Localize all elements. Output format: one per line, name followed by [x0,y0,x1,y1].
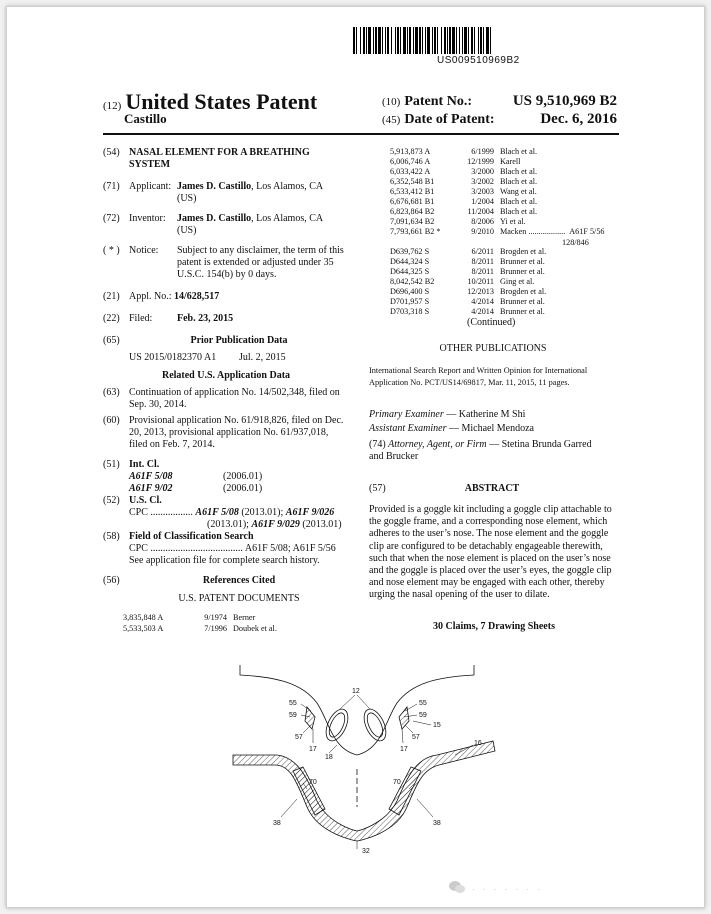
patent-number-label: Patent No.: [404,94,472,109]
provisional-line: 20, 2013, provisional application No. 61/937,018, [129,427,329,438]
applicant-location: , Los Alamos, CA [251,181,324,192]
code-notice: ( * ) [103,245,120,256]
reference-date: 12/2013 [467,287,494,296]
label-15: 15 [433,722,441,729]
barcode-bar [491,27,493,54]
reference-name: Blach et al. [500,147,538,156]
label-59: 59 [419,712,427,719]
reference-date: 3/2000 [471,167,494,176]
reference-no: D696,400 S [390,287,430,296]
reference-name: Blach et al. [500,197,538,206]
abstract-title: ABSTRACT [464,483,520,494]
inventor-label: Inventor: [129,213,166,224]
notice-line: patent is extended or adjusted under 35 [177,257,334,268]
us-cl-date: (2013.01); [207,519,252,530]
code-22: (22) [103,313,120,324]
code-10: (10) [382,96,401,108]
applicant-value [177,181,323,193]
reference-no: 7,793,661 B2 * [390,227,441,236]
reference-row [123,613,255,623]
claims-count: 30 Claims, 7 Drawing Sheets [433,621,555,632]
attorney-name-cont: and Brucker [369,451,419,462]
reference-date: 11/2004 [467,207,494,216]
reference-row [390,157,520,167]
reference-class: A61F 5/56 [569,227,605,236]
reference-name: Brogden et al. [500,247,547,256]
us-cl-date: (2013.01); [238,507,286,518]
label-32: 32 [362,848,370,855]
applicant-label: Applicant: [129,181,172,192]
reference-date: 4/2014 [471,307,494,316]
code-71: (71) [103,181,120,192]
date-of-patent-row [382,111,617,128]
assistant-examiner-name: — Michael Mendoza [446,423,534,434]
continuation [129,387,351,411]
barcode-number: US009510969B2 [437,55,520,66]
us-cl-code: A61F 9/029 [251,519,300,530]
us-patent-documents-title: U.S. PATENT DOCUMENTS [178,593,300,604]
notice-line: U.S.C. 154(b) by 0 days. [177,269,277,280]
filed-date: Feb. 23, 2015 [177,313,234,324]
label-70: 70 [309,779,317,786]
chat-bubbles-icon [448,880,466,894]
nose-element-right [399,707,409,729]
reference-row [390,277,534,287]
nostril-left-inner [326,711,348,740]
code-21: (21) [103,291,120,302]
provisional-line: filed on Feb. 7, 2014. [129,439,215,450]
label-38: 38 [433,820,441,827]
inventor-value [177,213,323,225]
reference-row [390,267,545,277]
related-application-title: Related U.S. Application Data [161,370,291,381]
reference-no: 6,823,864 B2 [390,207,435,216]
filed-label: Filed: [129,313,153,324]
label-16: 16 [474,740,482,747]
appl-no-label: Appl. No.: [129,291,172,302]
code-74: (74) [369,439,386,450]
label-70: 70 [393,779,401,786]
label-55: 55 [419,700,427,707]
reference-date: 9/1974 [204,613,227,622]
code-57: (57) [369,483,386,494]
reference-name: Brunner et al. [500,267,545,276]
label-17: 17 [400,746,408,753]
nostril-right-inner [364,711,386,740]
reference-no: 5,913,873 A [390,147,431,156]
reference-no: 7,091,634 B2 [390,217,435,226]
header-rule [103,133,619,135]
invention-title: NASAL ELEMENT FOR A BREATHING SYSTEM [129,147,310,170]
abstract-line: such that when the nose element is placed on the user’s nose [369,552,611,564]
continuation-line: Continuation of application No. 14/502,348, filed on [129,387,340,398]
notice-label: Notice: [129,245,159,256]
us-cl-code: A61F 9/026 [285,507,335,518]
label-17: 17 [309,746,317,753]
notice-text [177,245,349,281]
code-52: (52) [103,495,120,506]
primary-examiner [369,409,525,421]
reference-name: Brunner et al. [500,257,545,266]
code-58: (58) [103,531,120,542]
reference-row [390,257,545,267]
assistant-examiner [369,423,534,435]
us-cl-code: A61F 5/08 [195,507,239,518]
reference-row [390,227,605,237]
assistant-examiner-label: Assistant Examiner [369,423,447,434]
patent-number: US 9,510,969 B2 [512,93,617,109]
inventor-short: Castillo [124,111,167,126]
abstract-line: and nose element may be engaged with each other, thereby [369,577,605,589]
code-65: (65) [103,335,120,346]
reference-no: 5,533,503 A [123,624,164,633]
provisional [129,415,351,451]
continuation-line: Sep. 30, 2014. [129,399,187,410]
abstract-line: and the goggle is placed over the user’s eyes, the goggle clip [369,565,612,577]
references-cited-title: References Cited [202,575,276,586]
abstract-line: Provided is a goggle kit including a goggle clip attachable to [369,504,612,515]
reference-no: 6,533,412 B1 [390,187,435,196]
reference-date: 4/2014 [471,297,494,306]
reference-date: 8/2011 [471,267,494,276]
reference-no: 6,676,681 B1 [390,197,435,206]
patent-page [6,6,705,908]
date-of-patent: Dec. 6, 2016 [540,111,617,127]
reference-date: 6/2011 [471,247,494,256]
reference-row [390,207,537,217]
reference-date: 3/2003 [471,187,494,196]
abstract-line: urging the nasal opening of the user to dilate. [369,589,550,601]
abstract-line: adheres to the user’s nose. The nose element and the goggle [369,528,609,540]
reference-name: Macken .................. [500,227,566,236]
applicant-country: (US) [177,193,197,204]
patent-number-row [382,93,617,110]
face-outline [240,665,474,755]
int-cl-code: A61F 5/08 [129,471,173,482]
reference-row [390,147,537,157]
reference-row [390,187,537,197]
reference-name: Blach et al. [500,177,538,186]
reference-date: 10/2011 [467,277,494,286]
reference-row [123,624,277,634]
reference-name: Blach et al. [500,167,538,176]
label-57: 57 [412,734,420,741]
us-cl-title: U.S. Cl. [129,495,162,506]
reference-no: 6,033,422 A [390,167,431,176]
label-18: 18 [325,754,333,761]
reference-name: Brunner et al. [500,307,545,316]
applicant-name: James D. Castillo [177,181,252,192]
int-cl-date: (2006.01) [223,483,263,494]
code-51: (51) [103,459,120,470]
reference-no: D644,325 S [390,267,430,276]
reference-date: 9/2010 [471,227,494,236]
int-cl-code: A61F 9/02 [129,483,173,494]
reference-date: 1/2004 [471,197,494,206]
int-cl-date: (2006.01) [223,471,263,482]
reference-no: D644,324 S [390,257,430,266]
code-45: (45) [382,114,401,126]
reference-row [390,197,537,207]
reference-row [390,177,537,187]
reference-name: Doubek et al. [233,624,277,633]
watermark-dots: · · · · · · · [472,885,543,894]
code-72: (72) [103,213,120,224]
inventor-country: (US) [177,225,197,236]
reference-date: 8/2011 [471,257,494,266]
reference-no: 6,352,548 B1 [390,177,435,186]
prior-publication-date: Jul. 2, 2015 [239,352,286,363]
reference-no: D703,318 S [390,307,430,316]
reference-class-continued: 128/846 [562,238,589,247]
other-publications-title: OTHER PUBLICATIONS [439,343,547,354]
prior-publication-number: US 2015/0182370 A1 [129,352,217,363]
us-cl-line [129,507,351,519]
primary-examiner-name: — Katherine M Shi [443,409,526,420]
reference-no: D701,957 S [390,297,430,306]
nostril-left [322,706,353,744]
reference-no: 3,835,848 A [123,613,164,622]
code-56: (56) [103,575,120,586]
date-of-patent-label: Date of Patent: [404,112,495,127]
label-55: 55 [289,700,297,707]
reference-no: D639,762 S [390,247,430,256]
reference-row [390,167,537,177]
abstract-line: the goggle frame, and a corresponding nose element, which [369,516,608,528]
other-publications-line: International Search Report and Written Opinion for International [369,366,588,375]
prior-publication-title: Prior Publication Data [190,335,288,346]
barcode [353,27,615,54]
attorney-name: — Stetina Brunda Garred [486,439,592,450]
code-12: (12) [103,100,122,112]
label-59: 59 [289,712,297,719]
reference-name: Ging et al. [500,277,535,286]
us-cl-line-2 [207,519,342,531]
reference-row [390,287,546,297]
inventor-name: James D. Castillo [177,213,252,224]
appl-no [129,291,219,303]
attorney-label: Attorney, Agent, or Firm [388,439,487,450]
patent-type-title: United States Patent [125,89,318,114]
code-63: (63) [103,387,120,398]
patent-drawing [207,659,507,857]
label-57: 57 [295,734,303,741]
provisional-line: Provisional application No. 61/918,826, filed on Dec. [129,415,344,426]
reference-no: 8,042,542 B2 [390,277,435,286]
reference-row [390,217,526,227]
primary-examiner-label: Primary Examiner [369,409,444,420]
abstract-line: clip are configured to be detachably engageable therewith, [369,540,603,552]
attorney [369,439,592,451]
us-cl-date: (2013.01) [299,519,342,530]
reference-name: Brogden et al. [500,287,547,296]
reference-name: Blach et al. [500,207,538,216]
reference-date: 6/1999 [471,147,494,156]
reference-date: 12/1999 [467,157,494,166]
other-publications-line: Application No. PCT/US14/69817, Mar. 11, 2015, 11 pages. [369,378,570,387]
reference-date: 3/2002 [471,177,494,186]
reference-row [390,307,545,317]
label-38: 38 [273,820,281,827]
inventor-location: , Los Alamos, CA [251,213,324,224]
code-54: (54) [103,147,120,158]
abstract-text [369,504,619,602]
applicant [129,181,171,193]
reference-name: Karell [500,157,521,166]
label-12: 12 [352,688,360,695]
notice-line: Subject to any disclaimer, the term of this [177,245,344,256]
references-continued: (Continued) [467,317,516,328]
reference-row [390,247,546,257]
field-search-cpc: CPC ..................................... A61F 5/08; A61F 5/56 [129,543,336,554]
appl-no-value: 14/628,517 [174,291,220,302]
reference-name: Yi et al. [500,217,526,226]
reference-row [390,297,545,307]
reference-name: Berner [233,613,256,622]
int-cl-title: Int. Cl. [129,459,160,470]
reference-date: 7/1996 [204,624,227,633]
other-publications-text [369,365,587,389]
reference-date: 8/2006 [471,217,494,226]
field-search-note: See application file for complete search history. [129,555,320,566]
us-cl-cpc: CPC ................. [129,507,193,518]
reference-name: Brunner et al. [500,297,545,306]
field-search-title: Field of Classification Search [129,531,254,542]
reference-no: 6,006,746 A [390,157,431,166]
code-60: (60) [103,415,120,426]
reference-name: Wang et al. [500,187,537,196]
